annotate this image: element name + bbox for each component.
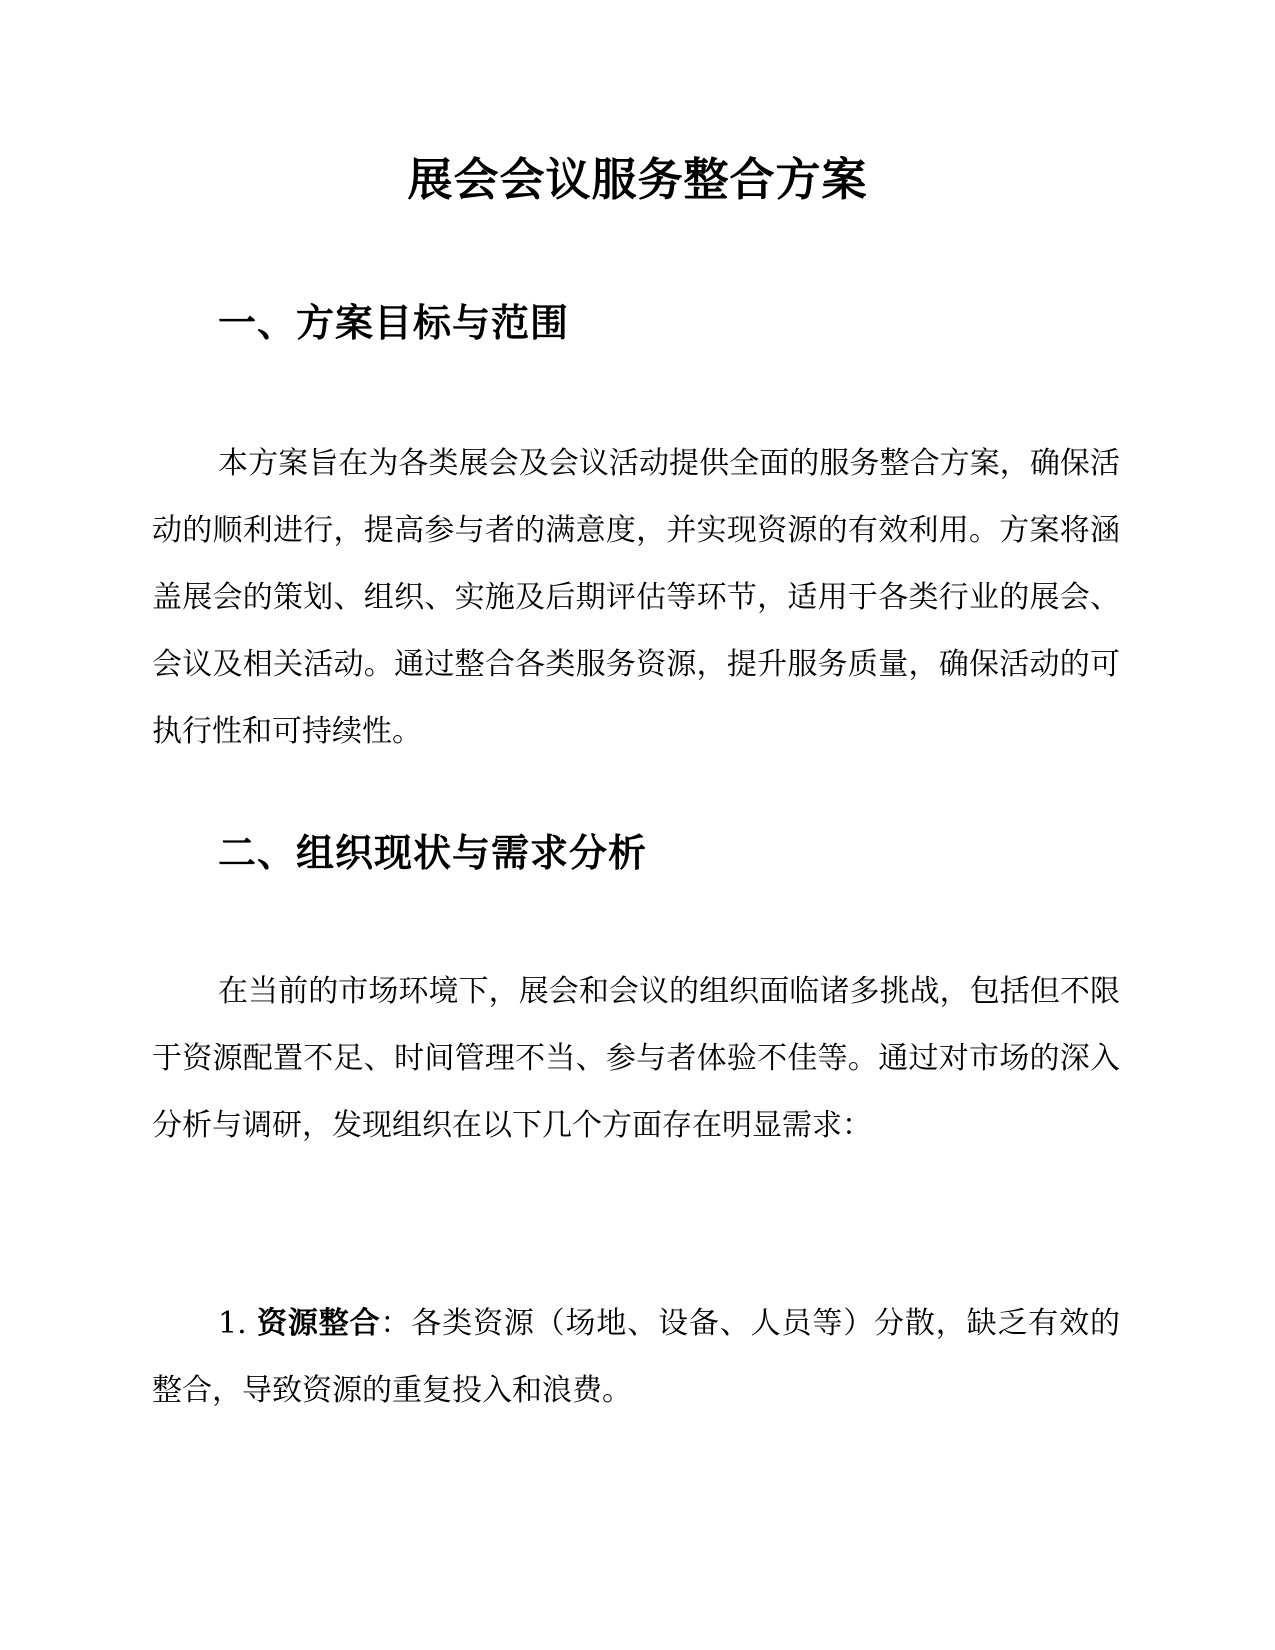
list-item-label: 资源整合: [257, 1306, 381, 1341]
list-item-resource-integration: [152, 1290, 1120, 1424]
list-item-separator: ：: [380, 1306, 412, 1341]
list-item-text: 各类资源（场地、设备、人员等）分散，缺乏有效的整合，导致资源的重复投入和浪费。: [152, 1306, 1121, 1408]
section-heading-status-needs: 二、组织现状与需求分析: [218, 831, 648, 875]
paragraph-goals-scope: 本方案旨在为各类展会及会议活动提供全面的服务整合方案，确保活动的顺利进行，提高参与者的满意度，并实现资源的有效利用。方案将涵盖展会的策划、组织、实施及后期评估等环节，适用于各类行业的展会、会议及相关活动。通过整合各类服务资源，提升服务质量，确保活动的可执行性和可持续性。: [152, 446, 1120, 749]
section-heading-goals-scope: 一、方案目标与范围: [218, 301, 570, 345]
document-title: 展会会议服务整合方案: [407, 153, 868, 206]
list-item-number: 1.: [218, 1306, 258, 1341]
paragraph-status-needs: 在当前的市场环境下，展会和会议的组织面临诸多挑战，包括但不限于资源配置不足、时间管理不当、参与者体验不佳等。通过对市场的深入分析与调研，发现组织在以下几个方面存在明显需求：: [152, 974, 1120, 1143]
